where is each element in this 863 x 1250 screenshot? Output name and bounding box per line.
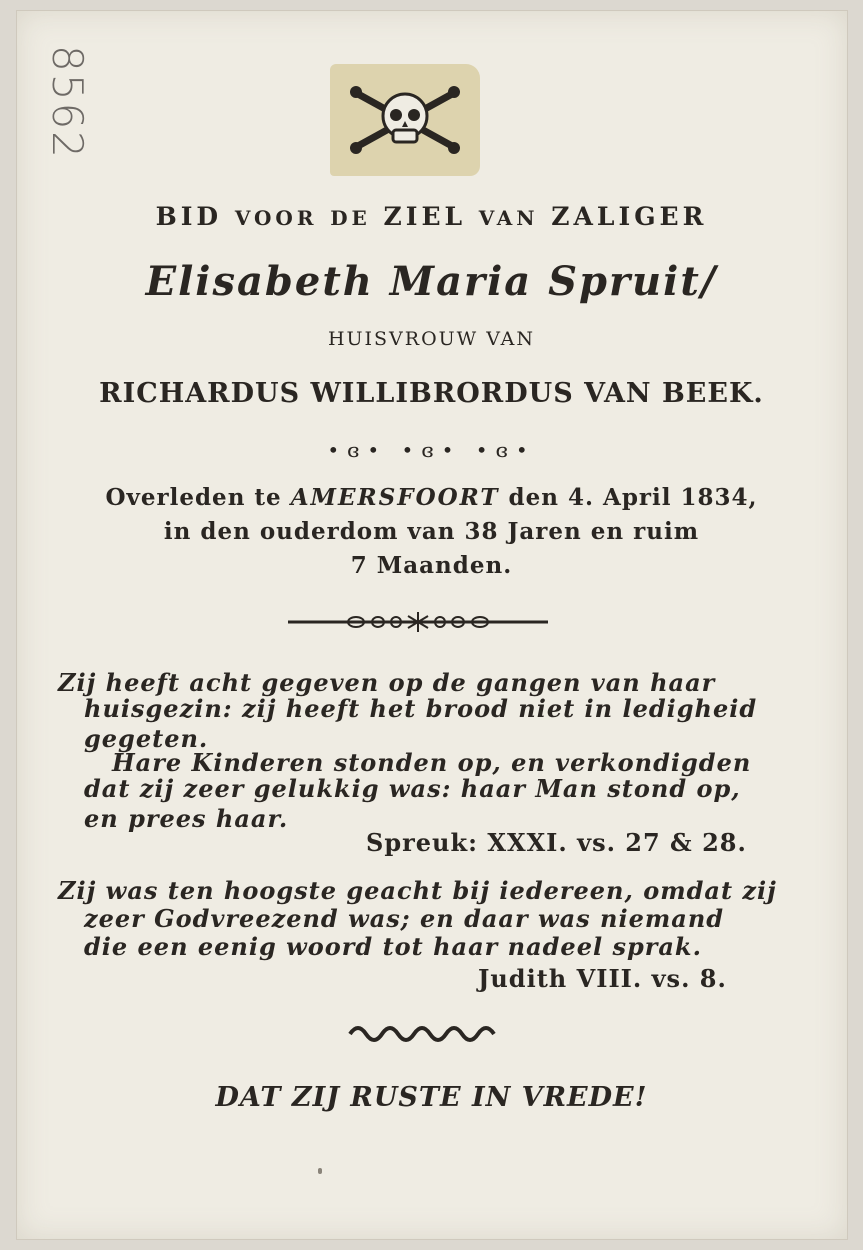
closing-prayer: DAT ZIJ RUSTE IN VREDE! — [215, 1082, 648, 1113]
ornamental-divider — [286, 610, 550, 634]
skull-and-crossbones-icon — [350, 86, 460, 154]
verse1-line: huisgezin: zij heeft het brood niet in ledigheid — [84, 694, 758, 723]
verse1-line: dat zij zeer gelukkig was: haar Man stond op, — [84, 774, 741, 803]
verse1-line: Zij heeft acht gegeven op de gangen van haar — [58, 668, 716, 697]
verse1-line: gegeten. — [84, 724, 209, 753]
verse1-reference: Spreuk: XXXI. vs. 27 & 28. — [366, 828, 747, 857]
verse2-line: Zij was ten hoogste geacht bij iedereen, omdat zij — [58, 876, 777, 905]
small-ornament: •ɞ• •ɞ• •ɞ• — [327, 438, 536, 462]
verse1-line: en prees haar. — [84, 804, 289, 833]
verse2-reference: Judith VIII. vs. 8. — [478, 964, 727, 993]
emblem-stain — [330, 64, 480, 176]
catalog-number: 8562 — [43, 45, 92, 160]
death-line-2: in den ouderdom van 38 Jaren en ruim — [163, 518, 700, 545]
death-line-1: Overleden te AMERSFOORT den 4. April 1834, — [105, 484, 758, 511]
verse1-line: Hare Kinderen stonden op, en verkondigden — [112, 748, 752, 777]
spouse-label: HUISVROUW VAN — [327, 328, 536, 350]
death-line-3: 7 Maanden. — [350, 552, 513, 579]
spouse-name: RICHARDUS WILLIBRORDUS VAN BEEK. — [99, 378, 764, 409]
deceased-name: Elisabeth Maria Spruit/ — [145, 258, 718, 305]
heading-prayer: BID VOOR DE ZIEL VAN ZALIGER — [155, 202, 708, 231]
verse2-line: zeer Godvreezend was; en daar was niemand — [84, 904, 725, 933]
squiggle-ornament — [348, 1020, 498, 1042]
verse2-line: die een eenig woord tot haar nadeel sprak. — [84, 932, 702, 961]
death-place: AMERSFOORT — [290, 484, 500, 511]
ink-speck — [318, 1168, 322, 1174]
